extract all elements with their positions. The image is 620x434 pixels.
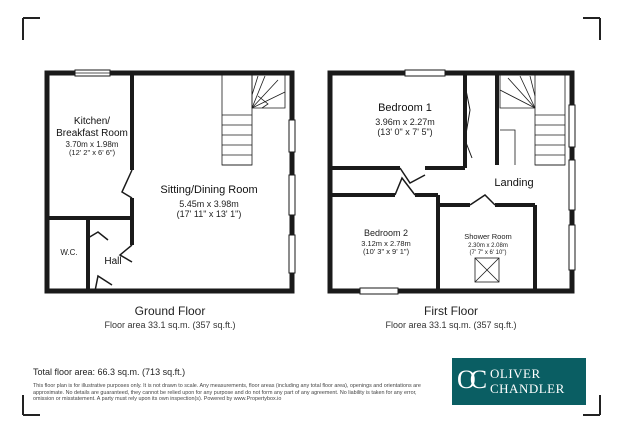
ground-outer-wall <box>47 73 292 291</box>
ground-floor-area: Floor area 33.1 sq.m. (357 sq.ft.) <box>104 320 236 330</box>
kitchen-metric: 3.70m x 1.98m <box>65 140 119 149</box>
first-floor-title: First Floor <box>424 304 478 318</box>
bedroom2-window <box>360 288 398 294</box>
logo-line2: CHANDLER <box>490 381 565 396</box>
kitchen-imperial: (12' 2" x 6' 6") <box>68 148 116 157</box>
wc-label: W.C. <box>60 248 78 257</box>
shower-name: Shower Room <box>464 232 512 241</box>
bedroom1-name: Bedroom 1 <box>378 102 432 114</box>
landing-window-2 <box>569 160 575 210</box>
kitchen-label <box>52 116 132 140</box>
bedroom2-imperial: (10' 3" x 9' 1") <box>362 247 410 256</box>
shower-door <box>470 195 495 205</box>
first-stairs <box>500 75 565 165</box>
kitchen-name-line1: Kitchen/ <box>73 116 111 127</box>
shower-tray <box>475 258 499 282</box>
logo-line1: OLIVER <box>490 366 541 381</box>
landing-label: Landing <box>494 177 534 189</box>
shower-imperial: (7' 7" x 6' 10") <box>469 250 507 256</box>
wc-door <box>88 232 108 240</box>
shower-metric: 2.30m x 2.08m <box>468 243 508 249</box>
logo-mark: OC <box>457 365 482 394</box>
bedroom1-metric: 3.96m x 2.27m <box>375 117 435 127</box>
sitting-room-metric: 5.45m x 3.98m <box>179 199 239 209</box>
hall-label: Hall <box>104 256 122 267</box>
bedroom2-metric: 3.12m x 2.78m <box>361 239 411 248</box>
total-floor-area: Total floor area: 66.3 sq.m. (713 sq.ft.) <box>33 367 186 377</box>
bedroom1-imperial: (13' 0" x 7' 5") <box>377 127 433 137</box>
sitting-window-1 <box>289 120 295 152</box>
kitchen-door <box>122 170 132 198</box>
sitting-room-name: Sitting/Dining Room <box>160 184 258 196</box>
sitting-room-imperial: (17' 11" x 13' 1") <box>176 209 242 219</box>
bedroom2-door <box>395 178 415 195</box>
landing-window-1 <box>569 105 575 147</box>
ground-stairs <box>222 75 285 165</box>
bedroom2-name: Bedroom 2 <box>363 228 409 238</box>
landing-window-3 <box>569 225 575 270</box>
ground-floor-title: Ground Floor <box>134 304 206 318</box>
first-floor-area: Floor area 33.1 sq.m. (357 sq.ft.) <box>385 320 517 330</box>
disclaimer-text: This floor plan is for illustrative purposes only. It is not drawn to scale. Any measurements, floor areas (including any total floor area), openings and orientations are approximate. No details are guaranteed, they cannot be relied upon for any purpose and do not form any part of any agreement. No liability is taken for any error, omission or misstatement. A party must rely upon its own inspection(s). Powered by www.Propertybox.io <box>33 383 421 403</box>
kitchen-name-line2: Breakfast Room <box>56 128 128 139</box>
sitting-window-3 <box>289 235 295 273</box>
agent-logo <box>452 358 586 405</box>
bedroom1-window <box>405 70 445 76</box>
sitting-window-2 <box>289 175 295 215</box>
